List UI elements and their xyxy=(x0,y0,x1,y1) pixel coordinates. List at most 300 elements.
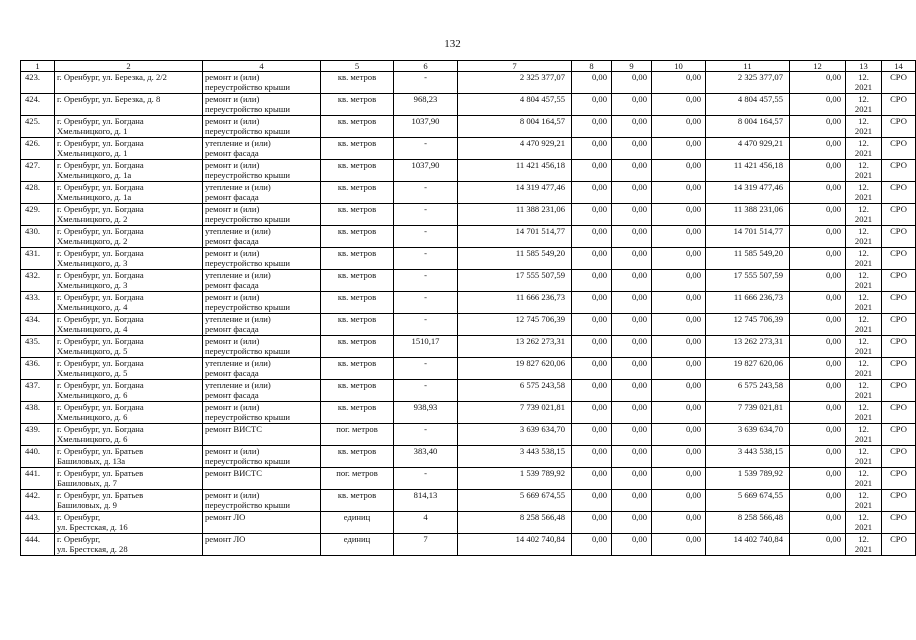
address-cell-line: г. Оренбург, ул. Братьев xyxy=(57,490,144,500)
address-cell-line: г. Оренбург, ул. Богдана xyxy=(57,380,144,390)
table-row xyxy=(21,490,916,512)
row-number: 444. xyxy=(21,534,55,556)
work-type-cell-line: переустройство крыши xyxy=(205,412,290,422)
cost-cell: 0,00 xyxy=(612,402,652,424)
address-cell xyxy=(55,490,203,512)
deadline-cell-line: 12. xyxy=(858,292,869,302)
cost-cell: 0,00 xyxy=(652,204,706,226)
cost-cell: 0,00 xyxy=(652,292,706,314)
quantity-cell: 1037,90 xyxy=(394,116,458,138)
deadline-cell-line: 12. xyxy=(858,468,869,478)
address-cell-line: г. Оренбург, ул. Богдана xyxy=(57,204,144,214)
unit-cell: кв. метров xyxy=(321,72,394,94)
deadline-cell-line: 2021 xyxy=(854,148,873,158)
column-header: 10 xyxy=(652,61,706,72)
row-number: 442. xyxy=(21,490,55,512)
deadline-cell-line: 12. xyxy=(858,138,869,148)
work-type-cell-line: переустройство крыши xyxy=(205,258,290,268)
deadline-cell xyxy=(846,248,882,270)
quantity-cell: 7 xyxy=(394,534,458,556)
table-row xyxy=(21,182,916,204)
deadline-cell xyxy=(846,380,882,402)
work-type-cell-line: утепление и (или) xyxy=(205,314,271,324)
method-cell: СРО xyxy=(882,116,916,138)
address-cell xyxy=(55,160,203,182)
cost-cell: 7 739 021,81 xyxy=(706,402,790,424)
cost-cell: 0,00 xyxy=(790,512,846,534)
unit-cell: кв. метров xyxy=(321,380,394,402)
column-header: 13 xyxy=(846,61,882,72)
cost-cell: 11 666 236,73 xyxy=(706,292,790,314)
quantity-cell: - xyxy=(394,72,458,94)
column-header: 12 xyxy=(790,61,846,72)
method-cell: СРО xyxy=(882,468,916,490)
address-cell-line: г. Оренбург, ул. Богдана xyxy=(57,424,144,434)
deadline-cell-line: 2021 xyxy=(854,236,873,246)
deadline-cell xyxy=(846,534,882,556)
address-cell-line: Хмельницкого, д. 5 xyxy=(57,346,128,356)
address-cell xyxy=(55,380,203,402)
cost-cell: 8 004 164,57 xyxy=(706,116,790,138)
row-number: 438. xyxy=(21,402,55,424)
deadline-cell-line: 2021 xyxy=(854,82,873,92)
quantity-cell: - xyxy=(394,138,458,160)
cost-cell: 0,00 xyxy=(612,534,652,556)
deadline-cell xyxy=(846,292,882,314)
cost-total-cell: 11 666 236,73 xyxy=(458,292,572,314)
method-cell: СРО xyxy=(882,358,916,380)
work-type-cell-line: ремонт и (или) xyxy=(205,292,260,302)
method-cell: СРО xyxy=(882,94,916,116)
table-row xyxy=(21,380,916,402)
row-number: 428. xyxy=(21,182,55,204)
work-type-cell-line: ремонт и (или) xyxy=(205,336,260,346)
work-type-cell xyxy=(203,534,321,556)
table-row xyxy=(21,314,916,336)
table-row xyxy=(21,512,916,534)
cost-cell: 0,00 xyxy=(790,160,846,182)
address-cell xyxy=(55,182,203,204)
cost-total-cell: 4 804 457,55 xyxy=(458,94,572,116)
cost-cell: 0,00 xyxy=(652,468,706,490)
table-row xyxy=(21,336,916,358)
table-row xyxy=(21,94,916,116)
cost-cell: 0,00 xyxy=(572,270,612,292)
column-header: 11 xyxy=(706,61,790,72)
cost-cell: 0,00 xyxy=(572,94,612,116)
address-cell-line: Хмельницкого, д. 3 xyxy=(57,280,128,290)
deadline-cell-line: 12. xyxy=(858,424,869,434)
address-cell-line: г. Оренбург, ул. Богдана xyxy=(57,314,144,324)
work-type-cell-line: утепление и (или) xyxy=(205,380,271,390)
row-number: 424. xyxy=(21,94,55,116)
address-cell-line: Хмельницкого, д. 2 xyxy=(57,236,128,246)
deadline-cell xyxy=(846,182,882,204)
unit-cell: кв. метров xyxy=(321,314,394,336)
method-cell: СРО xyxy=(882,490,916,512)
method-cell: СРО xyxy=(882,534,916,556)
cost-cell: 1 539 789,92 xyxy=(706,468,790,490)
cost-cell: 0,00 xyxy=(790,424,846,446)
quantity-cell: 968,23 xyxy=(394,94,458,116)
cost-cell: 0,00 xyxy=(572,182,612,204)
row-number: 435. xyxy=(21,336,55,358)
row-number: 443. xyxy=(21,512,55,534)
method-cell: СРО xyxy=(882,270,916,292)
table-body xyxy=(21,72,916,556)
work-type-cell-line: ремонт ВИСТС xyxy=(205,468,263,478)
unit-cell: единиц xyxy=(321,534,394,556)
cost-cell: 3 639 634,70 xyxy=(706,424,790,446)
work-type-cell xyxy=(203,270,321,292)
deadline-cell-line: 12. xyxy=(858,490,869,500)
page-number: 132 xyxy=(444,38,461,50)
deadline-cell-line: 2021 xyxy=(854,258,873,268)
cost-cell: 0,00 xyxy=(790,94,846,116)
deadline-cell xyxy=(846,94,882,116)
row-number: 427. xyxy=(21,160,55,182)
address-cell xyxy=(55,336,203,358)
unit-cell: кв. метров xyxy=(321,160,394,182)
cost-total-cell: 14 319 477,46 xyxy=(458,182,572,204)
work-type-cell-line: ремонт фасада xyxy=(205,280,259,290)
quantity-cell: 814,13 xyxy=(394,490,458,512)
cost-cell: 0,00 xyxy=(790,116,846,138)
address-cell-line: г. Оренбург, ул. Богдана xyxy=(57,270,144,280)
address-cell-line: Башиловых, д. 7 xyxy=(57,478,117,488)
address-cell xyxy=(55,116,203,138)
work-type-cell xyxy=(203,468,321,490)
cost-cell: 0,00 xyxy=(790,358,846,380)
cost-cell: 0,00 xyxy=(790,380,846,402)
work-type-cell-line: ремонт и (или) xyxy=(205,402,260,412)
deadline-cell xyxy=(846,402,882,424)
cost-cell: 0,00 xyxy=(612,270,652,292)
address-cell-line: Хмельницкого, д. 1 xyxy=(57,148,128,158)
unit-cell: кв. метров xyxy=(321,490,394,512)
address-cell-line: Хмельницкого, д. 4 xyxy=(57,324,128,334)
quantity-cell: 4 xyxy=(394,512,458,534)
unit-cell: кв. метров xyxy=(321,226,394,248)
register-table xyxy=(20,60,916,556)
cost-cell: 0,00 xyxy=(612,182,652,204)
table-row xyxy=(21,204,916,226)
cost-cell: 0,00 xyxy=(612,226,652,248)
work-type-cell xyxy=(203,292,321,314)
deadline-cell-line: 2021 xyxy=(854,126,873,136)
cost-total-cell: 19 827 620,06 xyxy=(458,358,572,380)
row-number: 439. xyxy=(21,424,55,446)
address-cell-line: г. Оренбург, xyxy=(57,534,101,544)
unit-cell: кв. метров xyxy=(321,182,394,204)
unit-cell: кв. метров xyxy=(321,292,394,314)
address-cell xyxy=(55,512,203,534)
work-type-cell xyxy=(203,138,321,160)
cost-cell: 11 388 231,06 xyxy=(706,204,790,226)
table-row xyxy=(21,270,916,292)
work-type-cell-line: переустройство крыши xyxy=(205,170,290,180)
deadline-cell xyxy=(846,512,882,534)
column-header: 1 xyxy=(21,61,55,72)
cost-cell: 0,00 xyxy=(612,138,652,160)
address-cell xyxy=(55,226,203,248)
address-cell-line: г. Оренбург, ул. Богдана xyxy=(57,160,144,170)
work-type-cell xyxy=(203,336,321,358)
cost-cell: 4 804 457,55 xyxy=(706,94,790,116)
cost-total-cell: 5 669 674,55 xyxy=(458,490,572,512)
method-cell: СРО xyxy=(882,248,916,270)
quantity-cell: - xyxy=(394,314,458,336)
work-type-cell-line: переустройство крыши xyxy=(205,82,290,92)
unit-cell: кв. метров xyxy=(321,94,394,116)
cost-cell: 0,00 xyxy=(612,72,652,94)
cost-cell: 0,00 xyxy=(790,270,846,292)
address-cell xyxy=(55,358,203,380)
row-number: 431. xyxy=(21,248,55,270)
cost-cell: 0,00 xyxy=(572,138,612,160)
cost-total-cell: 11 585 549,20 xyxy=(458,248,572,270)
cost-total-cell: 14 701 514,77 xyxy=(458,226,572,248)
deadline-cell-line: 2021 xyxy=(854,434,873,444)
method-cell: СРО xyxy=(882,226,916,248)
work-type-cell-line: утепление и (или) xyxy=(205,138,271,148)
work-type-cell-line: ремонт и (или) xyxy=(205,490,260,500)
cost-cell: 0,00 xyxy=(612,424,652,446)
address-cell xyxy=(55,534,203,556)
cost-cell: 0,00 xyxy=(790,72,846,94)
cost-total-cell: 7 739 021,81 xyxy=(458,402,572,424)
cost-cell: 0,00 xyxy=(790,468,846,490)
cost-cell: 0,00 xyxy=(652,182,706,204)
cost-cell: 0,00 xyxy=(572,116,612,138)
cost-total-cell: 3 443 538,15 xyxy=(458,446,572,468)
work-type-cell xyxy=(203,380,321,402)
address-cell-line: г. Оренбург, ул. Богдана xyxy=(57,116,144,126)
work-type-cell xyxy=(203,446,321,468)
quantity-cell: - xyxy=(394,182,458,204)
cost-cell: 0,00 xyxy=(790,204,846,226)
cost-total-cell: 17 555 507,59 xyxy=(458,270,572,292)
table-row xyxy=(21,468,916,490)
deadline-cell-line: 12. xyxy=(858,314,869,324)
cost-cell: 0,00 xyxy=(790,138,846,160)
cost-cell: 0,00 xyxy=(612,358,652,380)
cost-cell: 0,00 xyxy=(612,116,652,138)
deadline-cell-line: 12. xyxy=(858,182,869,192)
unit-cell: кв. метров xyxy=(321,138,394,160)
cost-cell: 14 701 514,77 xyxy=(706,226,790,248)
table-row xyxy=(21,402,916,424)
work-type-cell-line: переустройство крыши xyxy=(205,126,290,136)
cost-cell: 6 575 243,58 xyxy=(706,380,790,402)
deadline-cell xyxy=(846,468,882,490)
column-header: 8 xyxy=(572,61,612,72)
cost-cell: 0,00 xyxy=(612,336,652,358)
cost-cell: 0,00 xyxy=(572,314,612,336)
deadline-cell-line: 2021 xyxy=(854,324,873,334)
method-cell: СРО xyxy=(882,182,916,204)
cost-cell: 0,00 xyxy=(572,160,612,182)
work-type-cell xyxy=(203,204,321,226)
deadline-cell-line: 2021 xyxy=(854,302,873,312)
work-type-cell-line: переустройство крыши xyxy=(205,346,290,356)
deadline-cell-line: 2021 xyxy=(854,368,873,378)
deadline-cell-line: 2021 xyxy=(854,192,873,202)
cost-cell: 0,00 xyxy=(612,204,652,226)
address-cell-line: г. Оренбург, ул. Богдана xyxy=(57,226,144,236)
deadline-cell-line: 12. xyxy=(858,116,869,126)
cost-cell: 4 470 929,21 xyxy=(706,138,790,160)
method-cell: СРО xyxy=(882,160,916,182)
work-type-cell-line: ремонт и (или) xyxy=(205,116,260,126)
quantity-cell: 1037,90 xyxy=(394,160,458,182)
cost-total-cell: 8 258 566,48 xyxy=(458,512,572,534)
cost-cell: 0,00 xyxy=(572,336,612,358)
cost-cell: 0,00 xyxy=(612,380,652,402)
cost-cell: 0,00 xyxy=(790,226,846,248)
work-type-cell xyxy=(203,314,321,336)
address-cell xyxy=(55,204,203,226)
method-cell: СРО xyxy=(882,380,916,402)
work-type-cell xyxy=(203,424,321,446)
address-cell xyxy=(55,468,203,490)
cost-total-cell: 13 262 273,31 xyxy=(458,336,572,358)
cost-cell: 0,00 xyxy=(790,314,846,336)
quantity-cell: - xyxy=(394,270,458,292)
cost-cell: 3 443 538,15 xyxy=(706,446,790,468)
work-type-cell-line: ремонт фасада xyxy=(205,236,259,246)
work-type-cell-line: переустройство крыши xyxy=(205,104,290,114)
address-cell xyxy=(55,72,203,94)
deadline-cell-line: 2021 xyxy=(854,544,873,554)
work-type-cell xyxy=(203,248,321,270)
cost-cell: 0,00 xyxy=(652,160,706,182)
cost-cell: 13 262 273,31 xyxy=(706,336,790,358)
quantity-cell: 938,93 xyxy=(394,402,458,424)
cost-cell: 0,00 xyxy=(572,402,612,424)
work-type-cell-line: утепление и (или) xyxy=(205,270,271,280)
deadline-cell-line: 2021 xyxy=(854,412,873,422)
column-header: 2 xyxy=(55,61,203,72)
cost-cell: 0,00 xyxy=(652,534,706,556)
address-cell-line: г. Оренбург, ул. Березка, д. 2/2 xyxy=(57,72,167,82)
address-cell xyxy=(55,402,203,424)
cost-cell: 0,00 xyxy=(652,358,706,380)
cost-cell: 0,00 xyxy=(572,534,612,556)
quantity-cell: - xyxy=(394,248,458,270)
cost-cell: 0,00 xyxy=(652,424,706,446)
deadline-cell-line: 12. xyxy=(858,534,869,544)
address-cell-line: Хмельницкого, д. 1 xyxy=(57,126,128,136)
work-type-cell xyxy=(203,72,321,94)
row-number: 429. xyxy=(21,204,55,226)
deadline-cell xyxy=(846,138,882,160)
quantity-cell: - xyxy=(394,226,458,248)
work-type-cell-line: ремонт фасада xyxy=(205,148,259,158)
deadline-cell-line: 2021 xyxy=(854,214,873,224)
unit-cell: пог. метров xyxy=(321,424,394,446)
address-cell xyxy=(55,424,203,446)
unit-cell: единиц xyxy=(321,512,394,534)
address-cell-line: г. Оренбург, ул. Богдана xyxy=(57,248,144,258)
quantity-cell: 383,40 xyxy=(394,446,458,468)
cost-cell: 0,00 xyxy=(612,292,652,314)
work-type-cell-line: переустройство крыши xyxy=(205,500,290,510)
deadline-cell xyxy=(846,160,882,182)
deadline-cell-line: 12. xyxy=(858,358,869,368)
cost-cell: 0,00 xyxy=(652,336,706,358)
cost-total-cell: 12 745 706,39 xyxy=(458,314,572,336)
address-cell-line: г. Оренбург, ул. Богдана xyxy=(57,292,144,302)
work-type-cell-line: ремонт и (или) xyxy=(205,446,260,456)
address-cell-line: г. Оренбург, ул. Богдана xyxy=(57,402,144,412)
cost-cell: 0,00 xyxy=(790,402,846,424)
quantity-cell: - xyxy=(394,204,458,226)
cost-cell: 14 319 477,46 xyxy=(706,182,790,204)
deadline-cell-line: 2021 xyxy=(854,456,873,466)
table-row xyxy=(21,138,916,160)
cost-cell: 0,00 xyxy=(790,446,846,468)
deadline-cell-line: 2021 xyxy=(854,478,873,488)
cost-total-cell: 6 575 243,58 xyxy=(458,380,572,402)
table-row xyxy=(21,248,916,270)
unit-cell: пог. метров xyxy=(321,468,394,490)
cost-cell: 5 669 674,55 xyxy=(706,490,790,512)
work-type-cell xyxy=(203,182,321,204)
column-header: 5 xyxy=(321,61,394,72)
deadline-cell-line: 2021 xyxy=(854,104,873,114)
table-row xyxy=(21,72,916,94)
cost-cell: 0,00 xyxy=(790,490,846,512)
address-cell-line: г. Оренбург, ул. Богдана xyxy=(57,358,144,368)
work-type-cell-line: переустройство крыши xyxy=(205,214,290,224)
cost-cell: 11 585 549,20 xyxy=(706,248,790,270)
deadline-cell xyxy=(846,490,882,512)
address-cell xyxy=(55,314,203,336)
method-cell: СРО xyxy=(882,424,916,446)
deadline-cell-line: 12. xyxy=(858,72,869,82)
cost-total-cell: 11 388 231,06 xyxy=(458,204,572,226)
deadline-cell-line: 2021 xyxy=(854,390,873,400)
cost-cell: 0,00 xyxy=(572,380,612,402)
table-row xyxy=(21,534,916,556)
address-cell-line: Хмельницкого, д. 6 xyxy=(57,434,128,444)
deadline-cell xyxy=(846,204,882,226)
cost-cell: 0,00 xyxy=(612,94,652,116)
address-cell-line: Хмельницкого, д. 1а xyxy=(57,170,132,180)
method-cell: СРО xyxy=(882,138,916,160)
address-cell-line: Башиловых, д. 9 xyxy=(57,500,117,510)
cost-total-cell: 14 402 740,84 xyxy=(458,534,572,556)
cost-cell: 0,00 xyxy=(572,248,612,270)
row-number: 432. xyxy=(21,270,55,292)
column-header: 9 xyxy=(612,61,652,72)
work-type-cell xyxy=(203,226,321,248)
cost-cell: 0,00 xyxy=(790,292,846,314)
cost-total-cell: 11 421 456,18 xyxy=(458,160,572,182)
address-cell xyxy=(55,292,203,314)
cost-cell: 0,00 xyxy=(652,226,706,248)
method-cell: СРО xyxy=(882,402,916,424)
work-type-cell-line: ремонт фасада xyxy=(205,192,259,202)
column-header: 6 xyxy=(394,61,458,72)
unit-cell: кв. метров xyxy=(321,270,394,292)
address-cell-line: г. Оренбург, ул. Братьев xyxy=(57,468,144,478)
table-row xyxy=(21,358,916,380)
cost-cell: 2 325 377,07 xyxy=(706,72,790,94)
unit-cell: кв. метров xyxy=(321,358,394,380)
method-cell: СРО xyxy=(882,336,916,358)
